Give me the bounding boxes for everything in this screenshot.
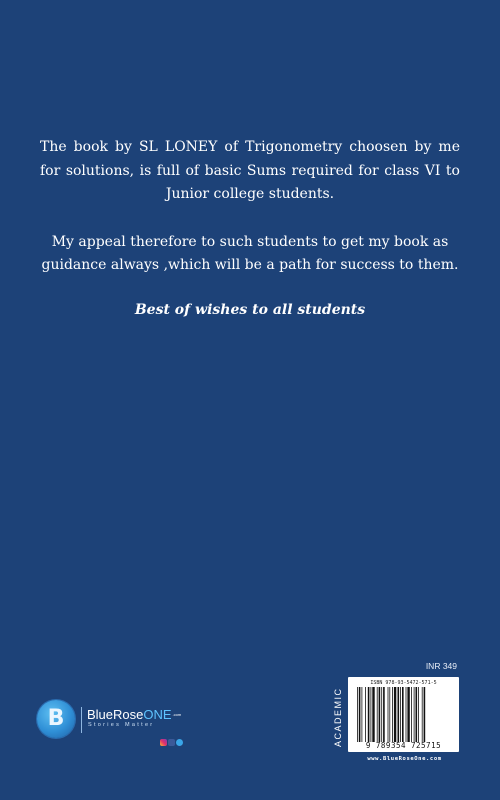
blurb-paragraph-2: My appeal therefore to such students to get my book as guidance always ,which will be a path for success to them. (41, 233, 459, 273)
social-icons (160, 731, 184, 738)
blurb-closing-line: Best of wishes to all students (134, 301, 366, 318)
facebook-icon (168, 739, 175, 746)
bluerose-logo-icon (37, 700, 75, 738)
twitter-icon (176, 739, 183, 746)
publisher-tagline: Stories Matter (88, 722, 155, 728)
website-url: www.BlueRoseOne.com (367, 756, 442, 762)
back-cover-blurb (40, 136, 460, 322)
isbn-label: ISBN 978-93-5472-571-5 (370, 680, 437, 686)
logo-divider (81, 707, 82, 733)
publisher-name-suffix: .com (172, 712, 182, 717)
publisher-name (87, 708, 181, 722)
blurb-paragraph-1: The book by SL LONEY of Trigonometry choosen by me for solutions, is full of basic Sums required for class VI to Junior college students. (40, 139, 460, 202)
logo-letter: B (47, 706, 65, 731)
instagram-icon (160, 739, 167, 746)
isbn-barcode (348, 677, 459, 752)
barcode-digits: 9 789354 725715 (365, 741, 442, 750)
barcode-bars (356, 687, 452, 742)
price-label: INR 349 (425, 661, 457, 671)
publisher-logo (37, 700, 197, 740)
publisher-name-accent: ONE (143, 707, 172, 722)
category-label: ACADEMIC (333, 687, 343, 748)
publisher-name-main: BlueRose (87, 707, 144, 722)
